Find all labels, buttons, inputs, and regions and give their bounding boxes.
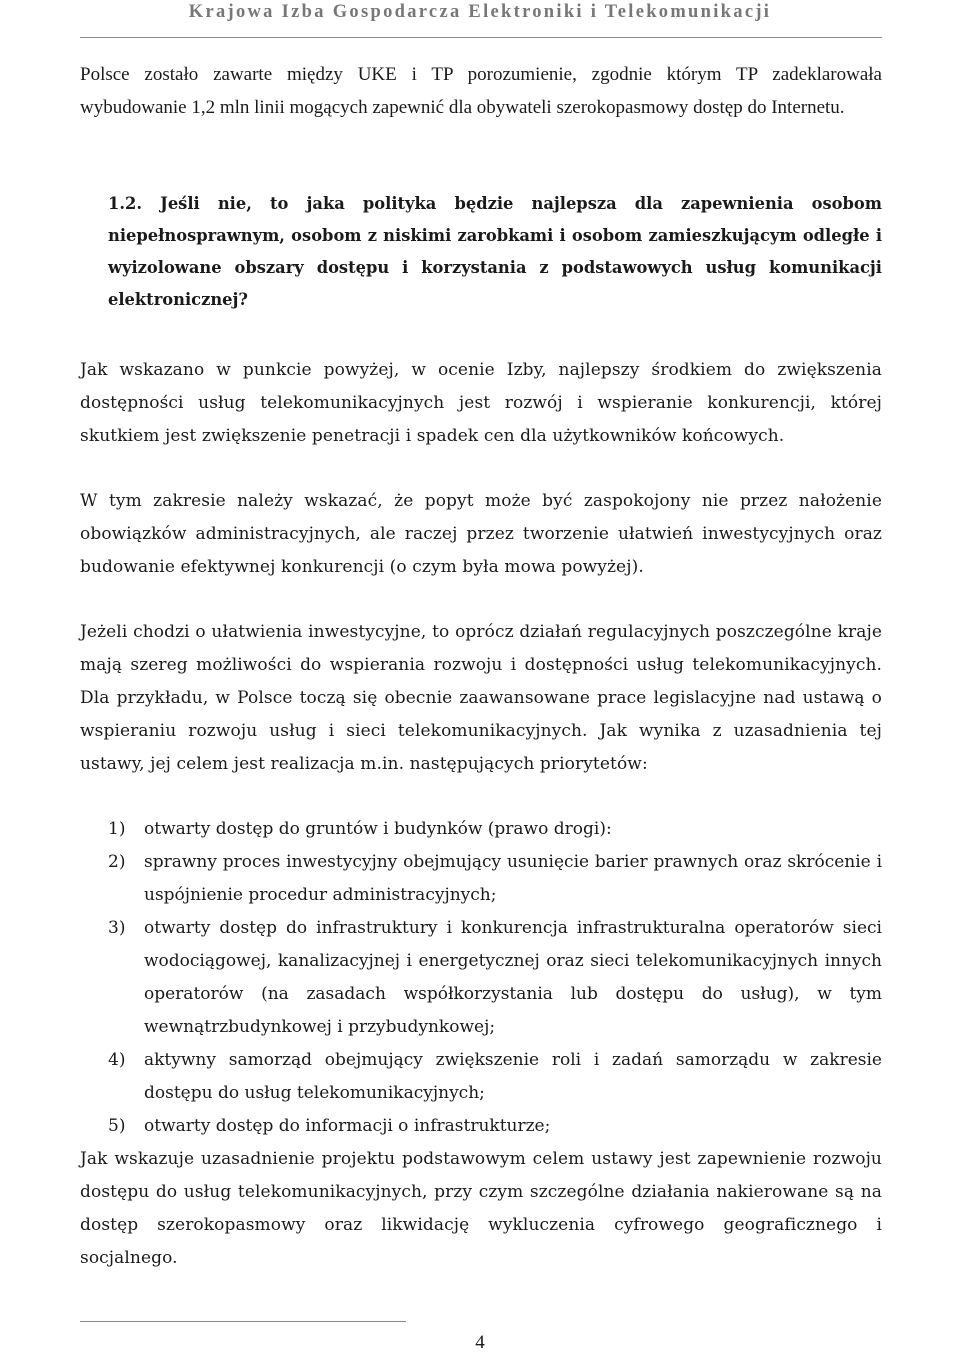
list-item-text: otwarty dostęp do infrastruktury i konkurencja infrastrukturalna operatorów sieci wodociągowej, kanalizacyjnej i energetycznej oraz sieci telekomunikacyjnych innych operatorów (na zasadach współkorzystania lub dostępu do usług), w tym wewnątrzbudynkowej i przybudynkowej; xyxy=(144,918,882,1037)
paragraph-competition: Jak wskazano w punkcie powyżej, w ocenie Izby, najlepszy środkiem do zwiększenia dostępności usług telekomunikacyjnych jest rozwój i wspieranie konkurencji, której skutkiem jest zwiększenie penetracji i spadek cen dla użytkowników końcowych. xyxy=(80,360,882,446)
list-item-text: otwarty dostęp do gruntów i budynków (prawo drogi): xyxy=(144,819,612,839)
header-divider xyxy=(80,37,882,38)
list-marker: 4) xyxy=(108,1050,126,1070)
intro-paragraph: Polsce zostało zawarte między UKE i TP porozumienie, zgodnie którym TP zadeklarowała wybudowanie 1,2 mln linii mogących zapewnić dla obywateli szerokopasmowy dostęp do Internetu. xyxy=(80,64,882,118)
header-title: Krajowa Izba Gospodarcza Elektroniki i Telekomunikacji xyxy=(188,2,772,22)
list-item xyxy=(108,912,882,1044)
list-item-text: sprawny proces inwestycyjny obejmujący usunięcie barier prawnych oraz skrócenie i uspójnienie procedur administracyjnych; xyxy=(144,852,882,905)
footer-divider xyxy=(80,1321,406,1322)
list-item-text: aktywny samorząd obejmujący zwiększenie roli i zadań samorządu w zakresie dostępu do usług telekomunikacyjnych; xyxy=(144,1050,882,1103)
list-item xyxy=(108,1044,882,1110)
page-header xyxy=(0,0,960,38)
list-marker: 5) xyxy=(108,1116,126,1136)
list-marker: 3) xyxy=(108,918,126,938)
list-item-text: otwarty dostęp do informacji o infrastrukturze; xyxy=(144,1116,551,1136)
list-marker: 1) xyxy=(108,819,126,839)
list-item xyxy=(108,846,882,912)
section-heading xyxy=(108,188,882,316)
list-item xyxy=(108,1110,882,1143)
list-item xyxy=(108,813,882,846)
list-marker: 2) xyxy=(108,852,126,872)
paragraph-conclusion: Jak wskazuje uzasadnienie projektu podstawowym celem ustawy jest zapewnienie rozwoju dostępu do usług telekomunikacyjnych, przy czym szczególne działania nakierowane są na dostęp szerokopasmowy oraz likwidację wykluczenia cyfrowego geograficznego i socjalnego. xyxy=(80,1149,882,1268)
paragraph-legislation: Jeżeli chodzi o ułatwienia inwestycyjne, to oprócz działań regulacyjnych poszczególne kraje mają szereg możliwości do wspierania rozwoju i dostępności usług telekomunikacyjnych. Dla przykładu, w Polsce toczą się obecnie zaawansowane prace legislacyjne nad ustawą o wspieraniu rozwoju usług i sieci telekomunikacyjnych. Jak wynika z uzasadnienia tej ustawy, jej celem jest realizacja m.in. następujących priorytetów: xyxy=(80,622,882,774)
paragraph-investment-facilitation: W tym zakresie należy wskazać, że popyt może być zaspokojony nie przez nałożenie obowiązków administracyjnych, ale raczej przez tworzenie ułatwień inwestycyjnych oraz budowanie efektywnej konkurencji (o czym była mowa powyżej). xyxy=(80,491,882,577)
section-title: Jeśli nie, to jaka polityka będzie najlepsza dla zapewnienia osobom niepełnosprawnym, osobom z niskimi zarobkami i osobom zamieszkującym odległe i wyizolowane obszary dostępu i korzystania z podstawowych usług komunikacji elektronicznej? xyxy=(108,194,882,309)
section-number: 1.2. xyxy=(108,194,142,213)
priorities-list xyxy=(108,813,882,1143)
page-number: 4 xyxy=(475,1332,485,1353)
